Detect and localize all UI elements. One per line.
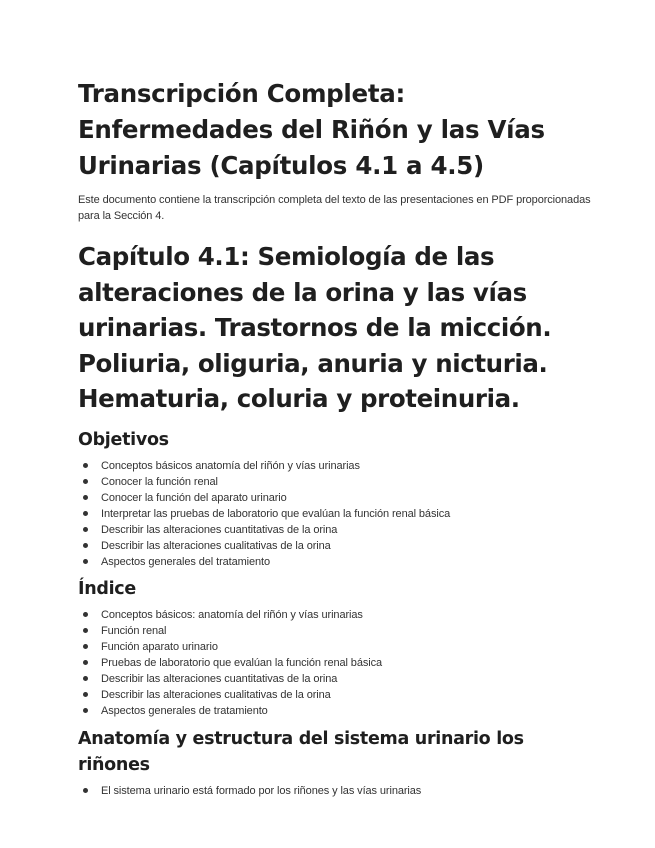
list-item	[78, 655, 598, 671]
list-item-text: Conocer la función renal	[101, 475, 218, 488]
objetivos-list	[78, 458, 598, 570]
list-item-text: Describir las alteraciones cuantitativas de la orina	[101, 523, 338, 536]
bullet-icon	[83, 495, 88, 500]
bullet-icon	[83, 612, 88, 617]
bullet-icon	[83, 708, 88, 713]
list-item	[78, 522, 598, 538]
list-item	[78, 783, 598, 799]
list-item	[78, 538, 598, 554]
list-item-text: Interpretar las pruebas de laboratorio que evalúan la función renal básica	[101, 507, 451, 520]
list-item	[78, 623, 598, 639]
list-item-text: Conceptos básicos: anatomía del riñón y vías urinarias	[101, 608, 363, 621]
bullet-icon	[83, 692, 88, 697]
bullet-icon	[83, 788, 88, 793]
indice-heading: Índice	[78, 578, 136, 599]
list-item	[78, 607, 598, 623]
anatomia-heading: Anatomía y estructura del sistema urinario los riñones	[78, 728, 524, 775]
document-page	[78, 76, 598, 799]
list-item-text: El sistema urinario está formado por los riñones y las vías urinarias	[101, 784, 422, 797]
bullet-icon	[83, 479, 88, 484]
list-item-text: Aspectos generales de tratamiento	[101, 704, 268, 717]
list-item-text: Función aparato urinario	[101, 640, 218, 653]
bullet-icon	[83, 527, 88, 532]
anatomia-list	[78, 783, 598, 799]
list-item	[78, 474, 598, 490]
chapter-title: Capítulo 4.1: Semiología de las alteraciones de la orina y las vías urinarias. Trastornos de la micción. Poliuria, oliguria, anuria y nicturia. Hematuria, coluria y proteinuria.	[78, 242, 552, 413]
list-item-text: Conceptos básicos anatomía del riñón y vías urinarias	[101, 459, 360, 472]
document-title: Transcripción Completa: Enfermedades del Riñón y las Vías Urinarias (Capítulos 4.1 a 4.5)	[78, 79, 545, 180]
list-item	[78, 703, 598, 719]
list-item	[78, 671, 598, 687]
list-item	[78, 506, 598, 522]
list-item-text: Describir las alteraciones cualitativas de la orina	[101, 688, 331, 701]
list-item	[78, 490, 598, 506]
list-item-text: Aspectos generales del tratamiento	[101, 555, 271, 568]
list-item	[78, 554, 598, 570]
bullet-icon	[83, 511, 88, 516]
bullet-icon	[83, 543, 88, 548]
list-item	[78, 458, 598, 474]
bullet-icon	[83, 644, 88, 649]
list-item-text: Describir las alteraciones cuantitativas de la orina	[101, 672, 338, 685]
list-item-text: Pruebas de laboratorio que evalúan la función renal básica	[101, 656, 383, 669]
list-item-text: Conocer la función del aparato urinario	[101, 491, 287, 504]
list-item	[78, 639, 598, 655]
bullet-icon	[83, 559, 88, 564]
indice-list	[78, 607, 598, 719]
list-item-text: Función renal	[101, 624, 167, 637]
list-item	[78, 687, 598, 703]
document-intro: Este documento contiene la transcripción completa del texto de las presentaciones en PDF proporcionadas para la Sección 4.	[78, 194, 591, 222]
objetivos-heading: Objetivos	[78, 429, 169, 450]
bullet-icon	[83, 676, 88, 681]
bullet-icon	[83, 660, 88, 665]
bullet-icon	[83, 463, 88, 468]
list-item-text: Describir las alteraciones cualitativas de la orina	[101, 539, 331, 552]
bullet-icon	[83, 628, 88, 633]
